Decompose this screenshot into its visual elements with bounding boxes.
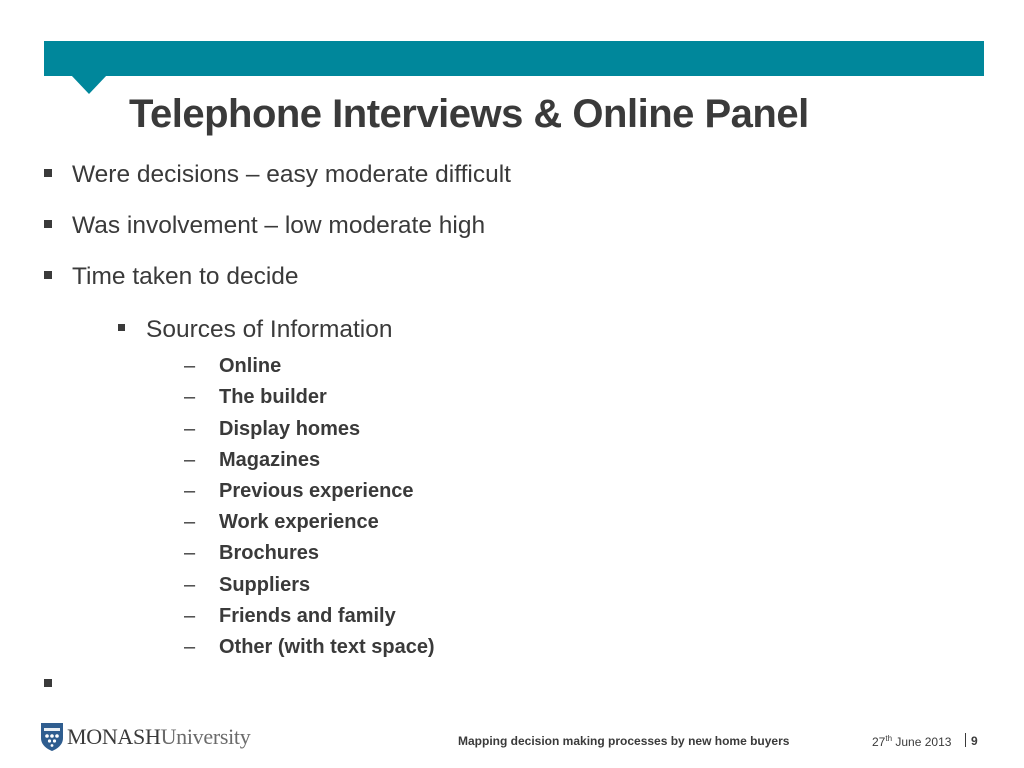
bullet-text: Was involvement – low moderate high	[72, 212, 486, 239]
source-text: Work experience	[219, 511, 379, 533]
sub-bullet-text: Sources of Information	[146, 316, 393, 343]
dash-marker: –	[184, 386, 196, 408]
dash-marker: –	[184, 480, 196, 502]
source-text: Previous experience	[219, 480, 414, 502]
logo-secondary: University	[160, 724, 251, 749]
presentation-title: Mapping decision making processes by new home buyers	[458, 734, 790, 748]
bullet-item	[44, 263, 299, 291]
source-text: The builder	[219, 386, 327, 408]
source-text: Display homes	[219, 418, 361, 440]
bullet-text: Were decisions – easy moderate difficult	[72, 161, 511, 188]
source-item	[184, 511, 379, 534]
dash-marker: –	[184, 605, 196, 627]
footer-divider	[965, 733, 966, 747]
source-item	[184, 542, 319, 565]
dash-marker: –	[184, 449, 196, 471]
presentation-date	[872, 734, 951, 749]
page-number: 9	[971, 734, 978, 748]
source-text: Suppliers	[219, 574, 311, 596]
source-text: Magazines	[219, 449, 321, 471]
dash-marker: –	[184, 355, 196, 377]
source-text: Friends and family	[219, 605, 396, 627]
date-day: 27	[872, 735, 886, 749]
dash-marker: –	[184, 511, 196, 533]
square-bullet-icon	[44, 271, 52, 279]
header-band	[44, 41, 984, 76]
date-suffix: th	[885, 734, 893, 743]
source-text: Brochures	[219, 542, 320, 564]
source-item	[184, 418, 360, 441]
header-notch	[71, 75, 107, 94]
bullet-text: Time taken to decide	[72, 263, 299, 290]
source-item	[184, 355, 281, 378]
sub-bullet-item	[118, 316, 392, 344]
logo-primary: MONASH	[67, 724, 161, 749]
source-item	[184, 386, 327, 409]
source-item	[184, 480, 414, 503]
bullet-item	[44, 212, 485, 240]
dash-marker: –	[184, 636, 196, 658]
square-bullet-icon	[44, 220, 52, 228]
square-bullet-icon	[118, 324, 125, 331]
slide-title: Telephone Interviews & Online Panel	[129, 92, 809, 136]
source-text: Online	[219, 355, 282, 377]
source-item	[184, 636, 435, 659]
bullet-item	[44, 161, 511, 189]
date-rest: June 2013	[892, 735, 952, 749]
square-bullet-icon	[44, 169, 52, 177]
empty-bullet-icon	[44, 679, 52, 687]
dash-marker: –	[184, 542, 196, 564]
source-item	[184, 574, 310, 597]
dash-marker: –	[184, 574, 196, 596]
dash-marker: –	[184, 418, 196, 440]
source-item	[184, 449, 320, 472]
source-text: Other (with text space)	[219, 636, 435, 658]
monash-crest-icon	[40, 722, 64, 752]
source-item	[184, 605, 396, 628]
university-logo	[67, 724, 250, 750]
